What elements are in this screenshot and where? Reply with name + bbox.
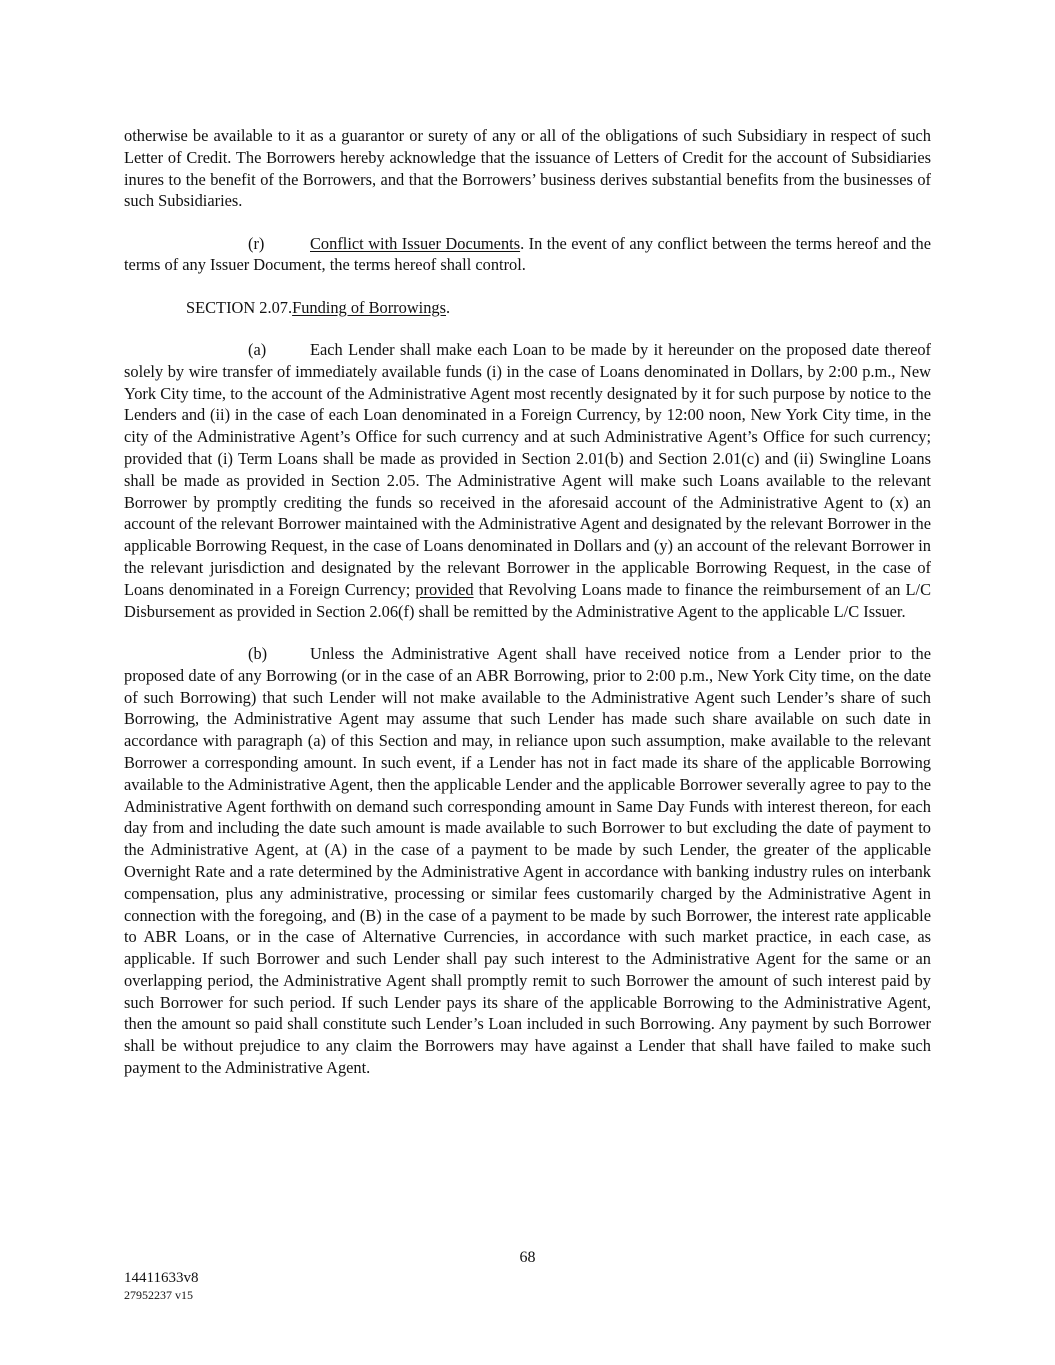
document-body xyxy=(124,125,931,1099)
paragraph-b-label: (b) xyxy=(248,643,268,663)
paragraph-r-heading: Conflict with Issuer Documents xyxy=(310,233,521,253)
page-number: 68 xyxy=(519,1249,536,1266)
paragraph-a-label: (a) xyxy=(248,340,267,360)
paragraph-a xyxy=(124,339,931,622)
paragraph-continuation: otherwise be available to it as a guarantor or surety of any or all of the obligations of such Subsidiary in respect of such Letter of Credit. The Borrowers hereby acknowledge that the issuance of Letters of Credit for the account of Subsidiaries inures to the benefit of the Borrowers, and that the Borrowers’ business derives substantial benefits from the businesses of such Subsidiaries. xyxy=(124,126,931,211)
paragraph-r-text: . In the event of any conflict between the terms hereof and the terms of any Issuer Document, the terms hereof shall control. xyxy=(124,233,931,275)
section-title: Funding of Borrowings xyxy=(292,297,446,317)
document-id-primary: 14411633v8 xyxy=(124,1270,199,1286)
paragraph-a-text-1: Each Lender shall make each Loan to be made by it hereunder on the proposed date thereof solely by wire transfer of immediately available funds (i) in the case of Loans denominated in Dollars, by 2:00 p.m., New York City time, to the account of the Administrative Agent most recently designated by it for such purpose by notice to the Lenders and (ii) in the case of each Loan denominated in a Foreign Currency, by 12:00 noon, New York City time, in the city of the Administrative Agent’s Office for such currency and at such Administrative Agent’s Office for such currency; provided that (i) Term Loans shall be made as provided in Section 2.01(b) and Section 2.01(c) and (ii) Swingline Loans shall be made as provided in Section 2.05. The Administrative Agent will make such Loans available to the relevant Borrower by promptly crediting the funds so received in the aforesaid account of the Administrative Agent to (x) an account of the relevant Borrower maintained with the Administrative Agent and designated by the relevant Borrower in the applicable Borrowing Request, in the case of Loans denominated in Dollars and (y) an account of the relevant Borrower in the relevant jurisdiction and designated by the relevant Borrower in the applicable Borrowing Request, in the case of Loans denominated in a Foreign Currency; xyxy=(124,340,931,599)
paragraph-a-provided: provided xyxy=(415,579,474,599)
paragraph-a-text-2: that Revolving Loans made to finance the reimbursement of an L/C Disbursement as provided in Section 2.06(f) shall be remitted by the Administrative Agent to the applicable L/C Issuer. xyxy=(124,579,931,621)
paragraph-r-label: (r) xyxy=(248,233,265,253)
paragraph-b xyxy=(124,643,931,1079)
document-id-secondary: 27952237 v15 xyxy=(124,1288,193,1302)
paragraph-b-text: Unless the Administrative Agent shall have received notice from a Lender prior to the proposed date of any Borrowing (or in the case of an ABR Borrowing, prior to 2:00 p.m., New York City time, on the date of such Borrowing) that such Lender will not make available to the Administrative Agent such Lender’s share of such Borrowing, the Administrative Agent may assume that such Lender has made such share available on such date in accordance with paragraph (a) of this Section and may, in reliance upon such assumption, make available to the relevant Borrower a corresponding amount. In such event, if a Lender has not in fact made its share of the applicable Borrowing available to the Administrative Agent, then the applicable Lender and the applicable Borrower severally agree to pay to the Administrative Agent forthwith on demand such corresponding amount in Same Day Funds with interest thereon, for each day from and including the date such amount is made available to such Borrower to but excluding the date of payment to the Administrative Agent, at (A) in the case of a payment to be made by such Lender, the greater of the applicable Overnight Rate and a rate determined by the Administrative Agent in accordance with banking industry rules on interbank compensation, plus any administrative, processing or similar fees customarily charged by the Administrative Agent in connection with the foregoing, and (B) in the case of a payment to be made by such Borrower, the interest rate applicable to ABR Loans, or in the case of Alternative Currencies, in accordance with such market practice, in each case, as applicable. If such Borrower and such Lender shall pay such interest to the Administrative Agent for the same or an overlapping period, the Administrative Agent shall promptly remit to such Borrower the amount of such interest paid by such Borrower for such period. If such Lender pays its share of the applicable Borrowing to the Administrative Agent, then the amount so paid shall constitute such Lender’s Loan included in such Borrowing. Any payment by such Borrower shall be without prejudice to any claim the Borrowers may have against a Lender that shall have failed to make such payment to the Administrative Agent. xyxy=(124,643,931,1078)
section-heading xyxy=(124,297,931,319)
section-label: SECTION 2.07. xyxy=(186,297,293,317)
paragraph-r xyxy=(124,233,931,277)
section-tail: . xyxy=(446,297,451,317)
